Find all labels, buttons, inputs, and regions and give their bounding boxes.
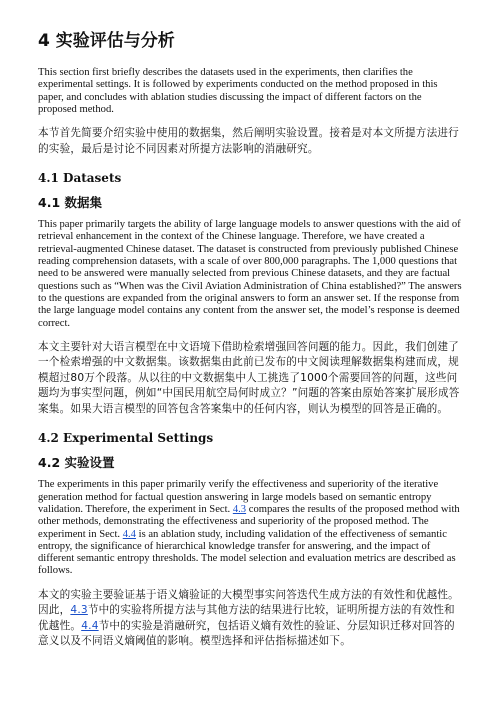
intro-paragraph-en: This section first briefly describes the datasets used in the experiments, then clarifies the experimental settings. It is followed by experiments conducted on the method proposed in this paper, and concludes with ablation studies discussing the impact of different factors on the proposed method. bbox=[38, 67, 438, 115]
section-ref-link[interactable]: 4.3 bbox=[70, 604, 88, 617]
section-ref-link[interactable]: 4.3 bbox=[232, 503, 247, 515]
settings-paragraph-en bbox=[38, 479, 462, 577]
section-ref-link[interactable]: 4.4 bbox=[122, 528, 136, 540]
settings-text-part: compares the results of the proposed method with other methods, demonstrating the effectiveness and superiority of the proposed method. The experiment in Sect. bbox=[38, 503, 460, 540]
settings-paragraph-zh bbox=[38, 588, 462, 650]
subsection-title-settings-en: 4.2 Experimental Settings bbox=[38, 431, 214, 446]
settings-text-part: 节中的实验将所提方法与其他方法的结果进行比较，证明所提方法的有效性和优越性。 bbox=[38, 604, 455, 632]
settings-text-part: is an ablation study, including validation of the effectiveness of semantic entropy, the significance of hierarchical knowledge transfer for answering, and the impact of different semantic entropy thresholds. The model selection and evaluation metrics are described as follows. bbox=[38, 528, 456, 577]
section-ref-link[interactable]: 4.4 bbox=[81, 619, 99, 632]
subsection-title-datasets-en: 4.1 Datasets bbox=[38, 171, 122, 186]
subsection-title-settings-zh: 4.2 实验设置 bbox=[38, 455, 115, 471]
datasets-paragraph-zh: 本文主要针对大语言模型在中文语境下借助检索增强回答问题的能力。因此，我们创建了一个检索增强的中文数据集。该数据集由此前已发布的中文阅读理解数据集构建而成，规模超过80万个段落。从以往的中文数据集中人工挑选了1000个需要回答的问题，这些问题均为事实型问题，例如“中国民用航空局何时成立？”问题的答案由原始答案扩展形成答案集。如果大语言模型的回答包含答案集中的任何内容，则认为模型的回答是正确的。 bbox=[38, 340, 460, 415]
datasets-paragraph-en: This paper primarily targets the ability of large language models to answer questions with the aid of retrieval enhancement in the context of the Chinese language. Therefore, we have created a retrieval-augmented Chinese dataset. The dataset is constructed from previously published Chinese reading comprehension datasets, with a scale of over 800,000 paragraphs. The 1,000 questions that need to be answered were manually selected from previous Chinese datasets, and they are factual questions such as “When was the Civil Aviation Administration of China established?” The answers to the questions are expanded from the original answers to form an answer set. If the response from the large language model contains any content from the answer set, the model’s response is deemed correct. bbox=[38, 219, 462, 329]
settings-text-part: The experiments in this paper primarily verify the effectiveness and superiority of the iterative generation method for factual question answering in large models based on semantic entropy validation. Therefore, the experiment in Sect. bbox=[38, 479, 439, 515]
settings-text-part: 本文的实验主要验证基于语义熵验证的大模型事实问答迭代生成方法的有效性和优越性。因此， bbox=[38, 588, 459, 617]
page-content bbox=[38, 30, 462, 664]
subsection-title-datasets-zh: 4.1 数据集 bbox=[38, 195, 102, 211]
settings-text-part: 节中的实验是消融研究，包括语义熵有效性的验证、分层知识迁移对回答的意义以及不同语义熵阈值的影响。模型选择和评估指标描述如下。 bbox=[38, 619, 455, 648]
section-title: 4 实验评估与分析 bbox=[38, 31, 175, 51]
intro-paragraph-zh: 本节首先简要介绍实验中使用的数据集，然后阐明实验设置。接着是对本文所提方法进行的实验，最后是讨论不同因素对所提方法影响的消融研究。 bbox=[38, 127, 459, 155]
